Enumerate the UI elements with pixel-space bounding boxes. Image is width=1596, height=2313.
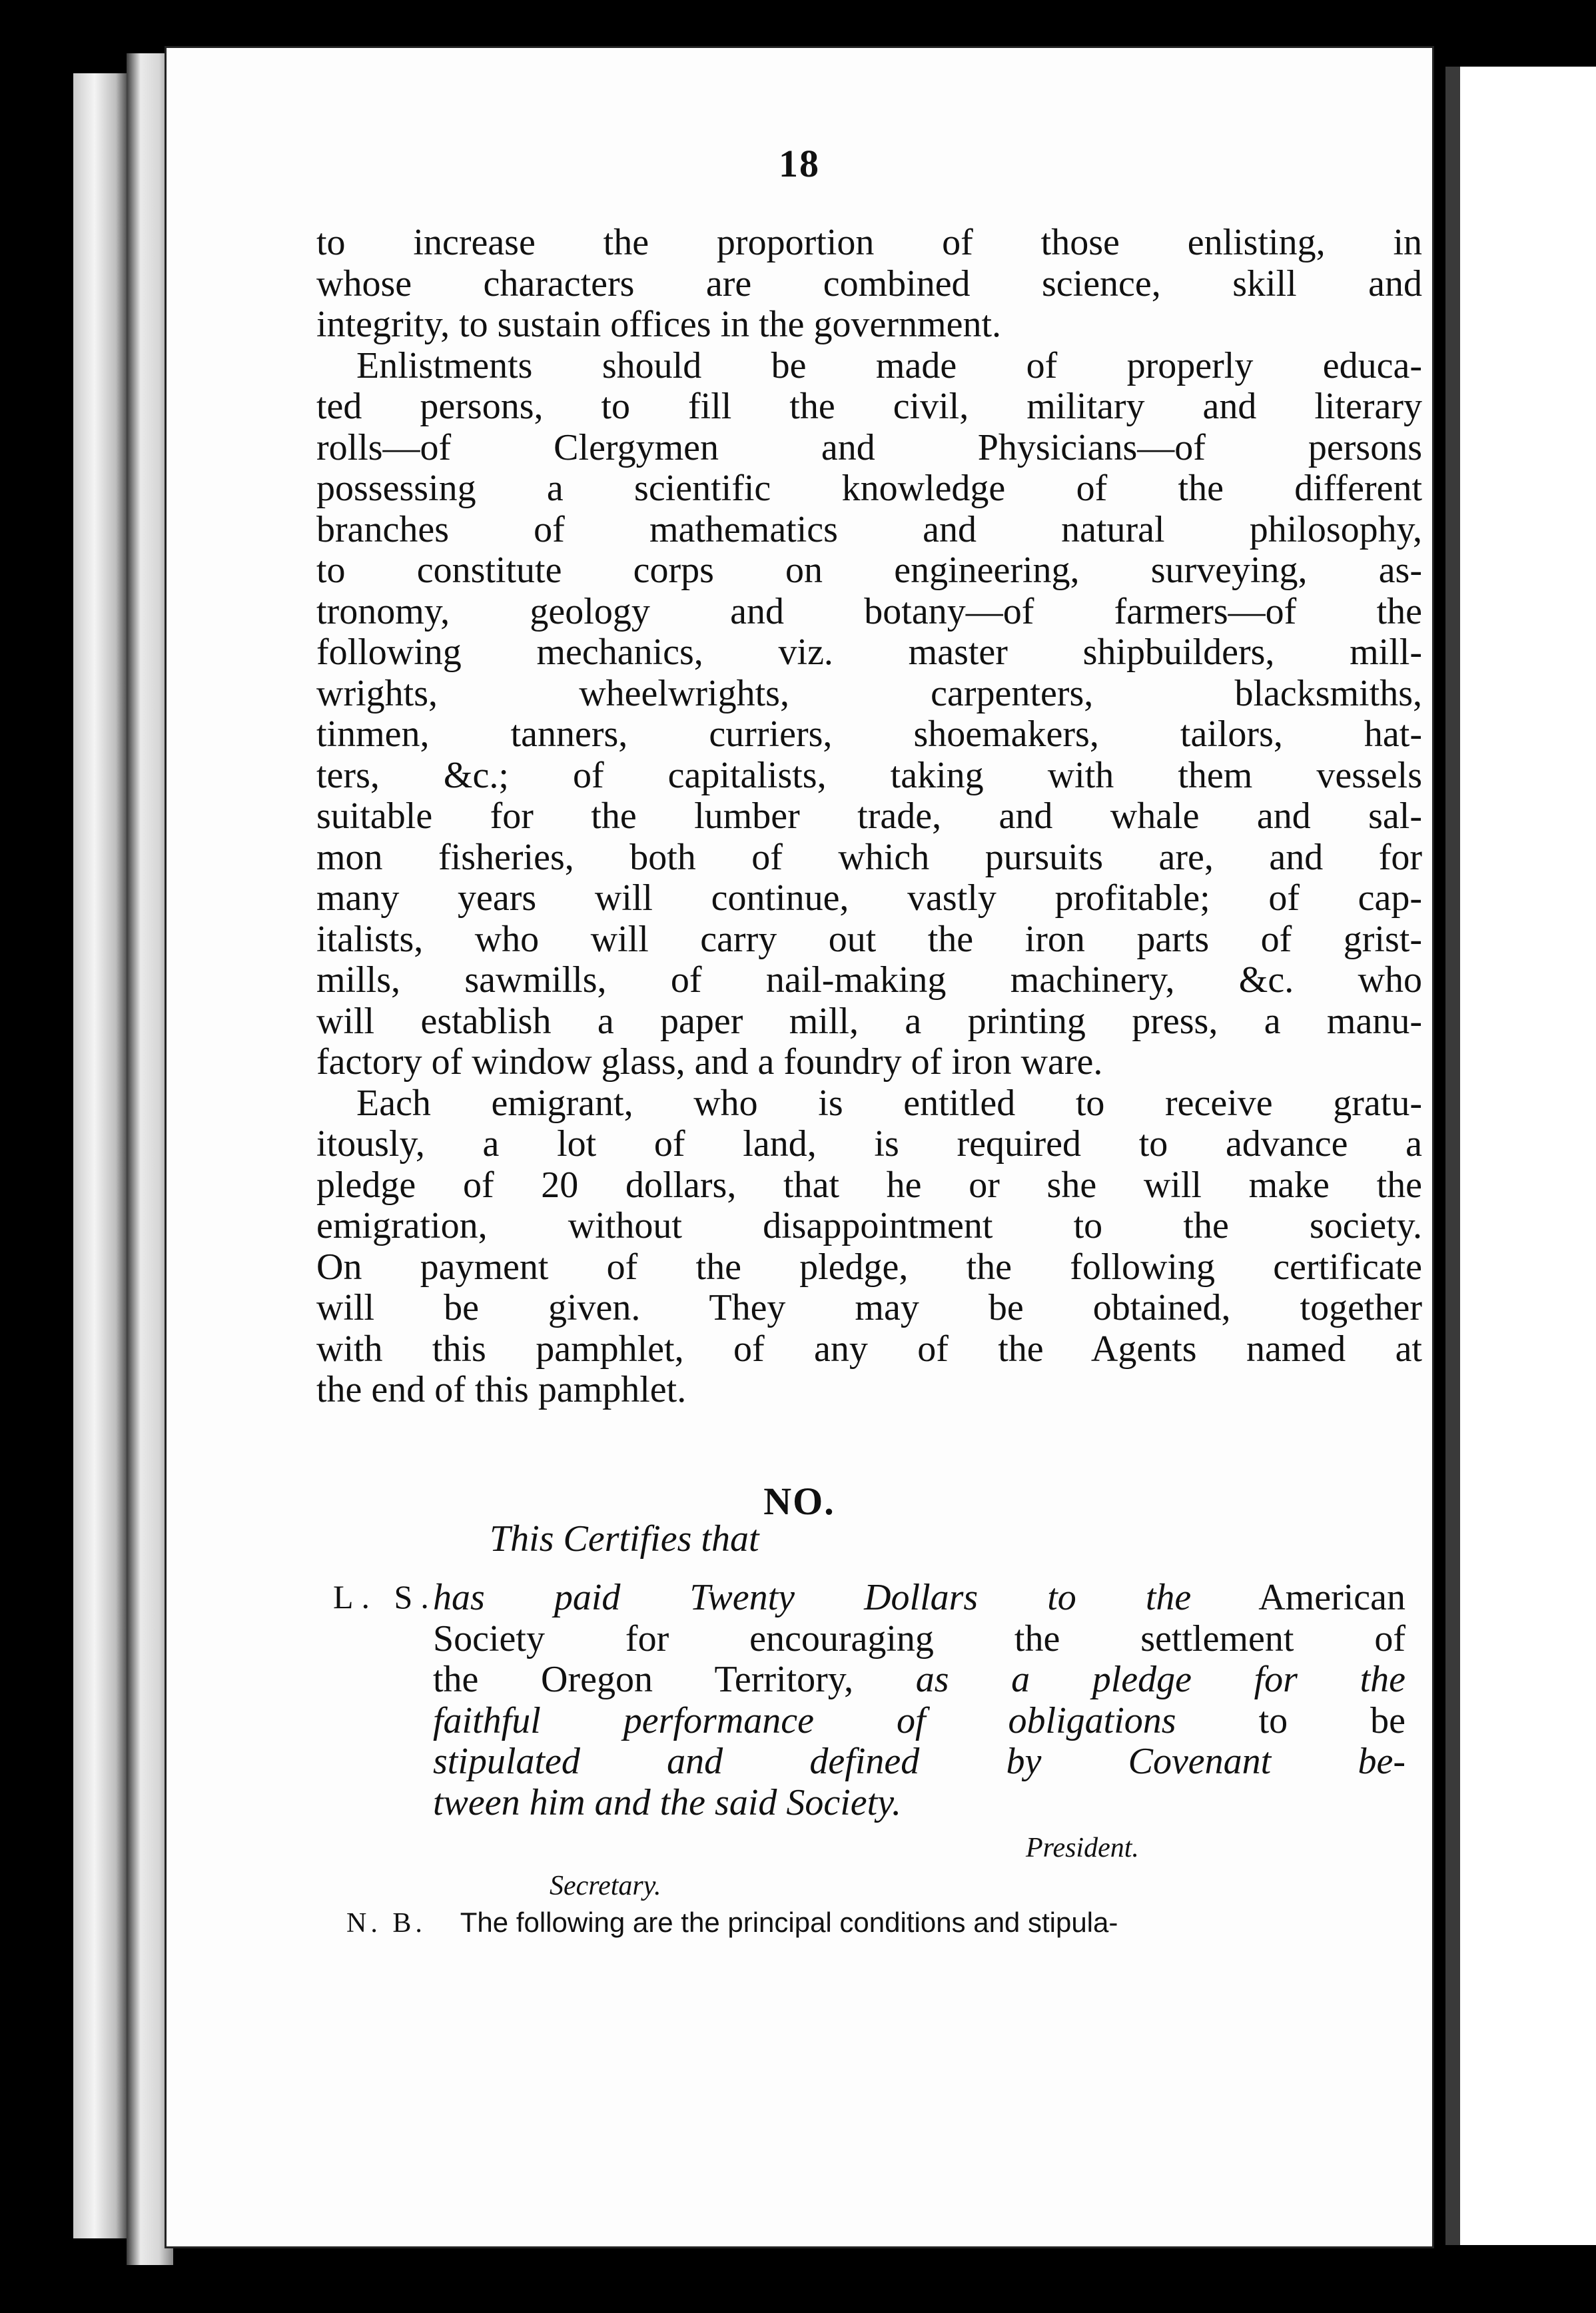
text-line: Each emigrant, who is entitled to receive gratu- [356, 1082, 1422, 1124]
page-number: 18 [779, 142, 820, 185]
text-line: following mechanics, viz. master shipbuilders, mill- [316, 632, 1422, 673]
text-line: ted persons, to fill the civil, military and literary [316, 386, 1422, 427]
paragraph-3 [316, 1083, 1422, 1411]
text-line: to constitute corps on engineering, surveying, as- [316, 550, 1422, 591]
certificate-number-heading: NO. [763, 1480, 835, 1523]
text-line: with this pamphlet, of any of the Agents named at [316, 1328, 1422, 1370]
text-line: emigration, without disappointment to the society. [316, 1205, 1422, 1246]
text-line: factory of window glass, and a foundry of iron ware. [316, 1041, 1103, 1083]
nota-bene-label: N. B. [346, 1908, 426, 1939]
text-line: tinmen, tanners, curriers, shoemakers, tailors, hat- [316, 713, 1422, 755]
text-line: suitable for the lumber trade, and whale and sal- [316, 795, 1422, 837]
text-line: mills, sawmills, of nail-making machinery, &c. who [316, 959, 1422, 1001]
text-line: will establish a paper mill, a printing press, a manu- [316, 1000, 1422, 1042]
secretary-signature-label: Secretary. [550, 1871, 661, 1901]
book-edge-left [73, 73, 127, 2238]
text-line: to increase the proportion of those enlisting, in [316, 222, 1422, 263]
seal-mark: L. S. [333, 1578, 437, 1616]
certificate-line [433, 1659, 1405, 1701]
certificate-line: stipulated and defined by Covenant be- [433, 1741, 1405, 1782]
text-line: rolls—of Clergymen and Physicians—of persons [316, 426, 1422, 468]
text-line: itously, a lot of land, is required to advance a [316, 1123, 1422, 1164]
document-page [167, 48, 1432, 2246]
text-line: possessing a scientific knowledge of the different [316, 468, 1422, 509]
text-line: wrights, wheelwrights, carpenters, blacksmiths, [316, 672, 1422, 714]
text-line: italists, who will carry out the iron parts of grist- [316, 918, 1422, 960]
president-signature-label: President. [1026, 1833, 1139, 1863]
text-line: whose characters are combined science, skill and [316, 262, 1422, 304]
text-line: the end of this pamphlet. [316, 1369, 687, 1410]
certificate-line: Society for encouraging the settlement of [433, 1618, 1405, 1659]
nota-bene [346, 1907, 1412, 1939]
certificate-text [433, 1578, 1405, 1823]
text-line: will be given. They may be obtained, together [316, 1287, 1422, 1328]
text-line: ters, &c.; of capitalists, taking with them vessels [316, 754, 1422, 796]
text-line: branches of mathematics and natural philosophy, [316, 508, 1422, 550]
nota-bene-text: The following are the principal conditions and stipula- [460, 1907, 1118, 1938]
certificate-line-italic: as a pledge for the [915, 1659, 1405, 1700]
certificate-line-roman: the Oregon Territory, [433, 1659, 854, 1700]
certificate-line [433, 1701, 1405, 1742]
paragraph-1 [316, 223, 1422, 346]
certificate-line-italic: faithful performance of obligations [433, 1699, 1176, 1741]
text-line: mon fisheries, both of which pursuits are, and for [316, 836, 1422, 878]
certificate-line-roman: American [1258, 1577, 1405, 1618]
text-line: integrity, to sustain offices in the government. [316, 304, 1002, 345]
certificate-line: tween him and the said Society. [433, 1781, 901, 1823]
text-line: On payment of the pledge, the following certificate [316, 1246, 1422, 1288]
certificate-intro: This Certifies that [490, 1518, 759, 1560]
text-line: tronomy, geology and botany—of farmers—of the [316, 590, 1422, 632]
paragraph-2 [316, 346, 1422, 1083]
adjacent-page-right [1445, 67, 1596, 2245]
text-line: many years will continue, vastly profitable; of cap- [316, 877, 1422, 919]
text-line: pledge of 20 dollars, that he or she will make the [316, 1164, 1422, 1206]
body-text [316, 223, 1422, 1411]
text-line: Enlistments should be made of properly educa- [356, 344, 1422, 386]
certificate-line [433, 1578, 1405, 1619]
certificate-line-roman: to be [1258, 1699, 1406, 1741]
certificate-line-italic: has paid Twenty Dollars to the [433, 1577, 1192, 1618]
